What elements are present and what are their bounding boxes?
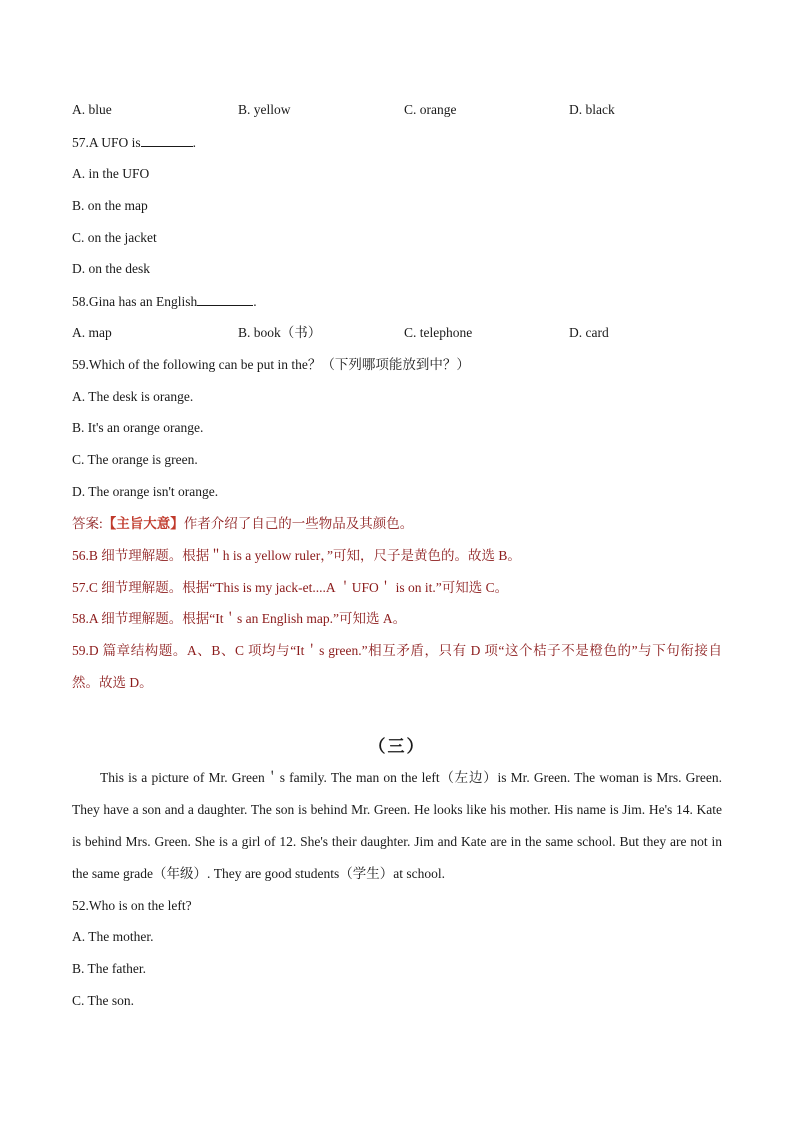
q59-option-c: C. The orange is green. (72, 452, 198, 467)
answer-59: 59.D 篇章结构题。A、B、C 项均与“It＇s green.”相互矛盾，只有 D 项“这个桔子不是橙色的”与下句衔接自然。故选 D。 (72, 643, 722, 690)
q57-option-d: D. on the desk (72, 261, 150, 276)
q58-blank (197, 291, 253, 306)
q58-stem-text: 58.Gina has an English (72, 294, 198, 309)
q57-blank (141, 132, 193, 147)
passage: This is a picture of Mr. Green＇s family. The man on the left（左边）is Mr. Green. The woman is Mrs. Green. They have a son and a daughter. The son is behind Mr. Green. He looks like his mother. His name is Jim. He's 14. Kate is behind Mrs. Green. She is a girl of 12. She's their daughter. Jim and Kate are in the same school. But they are not in the same grade（年级）. They are good students（学生）at school. (72, 770, 722, 881)
q58-option-d: D. card (569, 325, 609, 340)
q57-stem (72, 132, 196, 153)
answer-summary-text: 作者介绍了自己的一些物品及其颜色。 (183, 516, 414, 531)
q58-option-c: C. telephone (404, 325, 473, 340)
q57-option-a: A. in the UFO (72, 166, 150, 181)
q52-option-c: C. The son. (72, 993, 135, 1008)
q58-option-b: B. book（书） (238, 325, 322, 340)
q59-option-b: B. It's an orange orange. (72, 420, 204, 435)
answer-58: 58.A 细节理解题。根据“It＇s an English map.”可知选 A。 (72, 611, 407, 626)
q56-option-b: B. yellow (238, 102, 291, 117)
q56-option-c: C. orange (404, 102, 457, 117)
q57-option-c: C. on the jacket (72, 230, 157, 245)
answer-tag: 【主旨大意】 (102, 516, 184, 531)
q59-option-d: D. The orange isn't orange. (72, 484, 219, 499)
q58-stem-end: . (253, 294, 257, 309)
q56-option-d: D. black (569, 102, 615, 117)
q57-option-b: B. on the map (72, 198, 148, 213)
q56-option-a: A. blue (72, 102, 112, 117)
q52-stem: 52.Who is on the left? (72, 898, 192, 913)
answer-57: 57.C 细节理解题。根据“This is my jack-et....A ＇UFO＇ is on it.”可知选 C。 (72, 580, 509, 595)
section-title: （三） (368, 737, 426, 756)
q59-stem: 59.Which of the following can be put in the？（下列哪项能放到中？） (72, 357, 470, 372)
q52-option-b: B. The father. (72, 961, 146, 976)
q52-option-a: A. The mother. (72, 929, 154, 944)
q57-stem-end: . (192, 135, 197, 150)
q58-stem (72, 291, 257, 312)
q58-option-a: A. map (72, 325, 112, 340)
answer-label: 答案: (72, 516, 103, 531)
answer-summary (72, 514, 413, 534)
q59-option-a: A. The desk is orange. (72, 389, 194, 404)
answer-56: 56.B 细节理解题。根据＂h is a yellow ruler，”可知，尺子是黄色的。故选 B。 (72, 548, 521, 563)
q57-stem-text: 57.A UFO is (72, 135, 141, 150)
